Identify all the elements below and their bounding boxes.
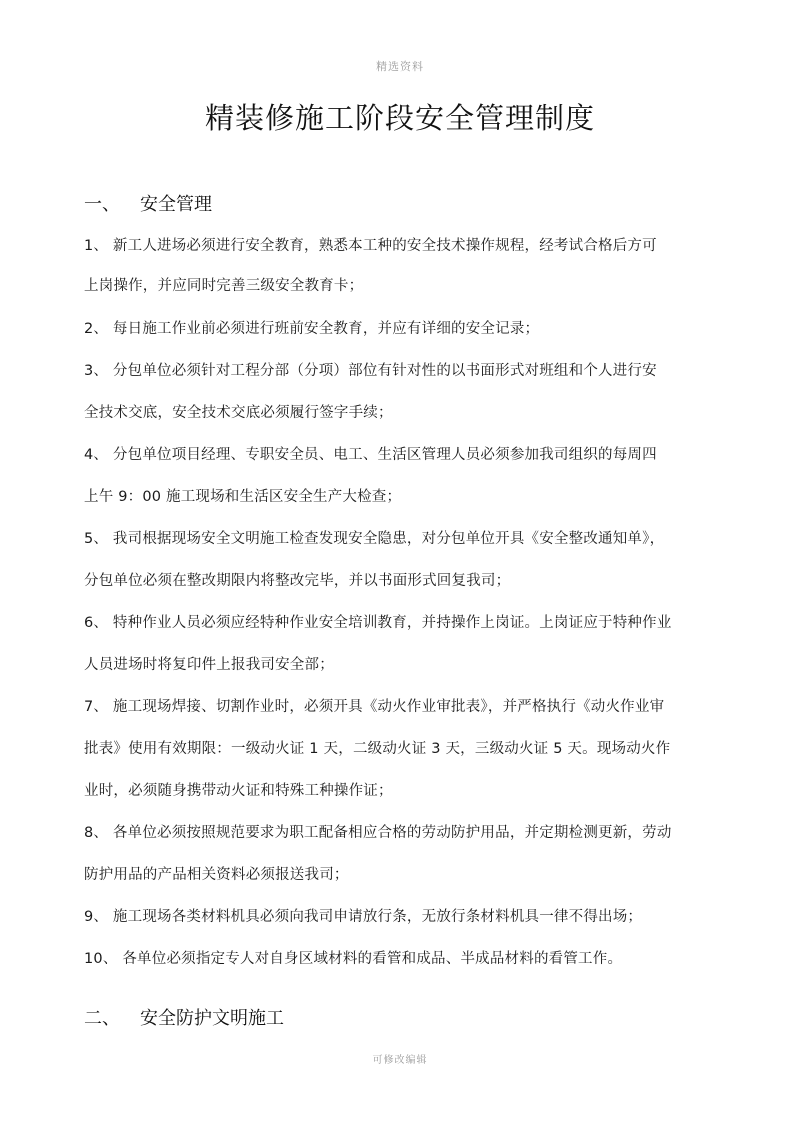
paragraph-line: 上岗操作，并应同时完善三级安全教育卡；	[84, 278, 364, 294]
paragraph-line: 批表》使用有效期限：一级动火证 1 天，二级动火证 3 天，三级动火证 5 天。现场动火作	[84, 741, 671, 757]
paragraph-line: 8、 各单位必须按照规范要求为职工配备相应合格的劳动防护用品，并定期检测更新，劳动	[84, 825, 672, 841]
paragraph-line: 人员进场时将复印件上报我司安全部；	[84, 657, 334, 673]
paragraph-line: 上午 9：00 施工现场和生活区安全生产大检查；	[84, 489, 402, 505]
document-title: 精装修施工阶段安全管理制度	[204, 101, 595, 135]
paragraph-line: 7、 施工现场焊接、切割作业时，必须开具《动火作业审批表》，并严格执行《动火作业审	[84, 699, 665, 715]
section-number: 二、	[84, 1008, 120, 1029]
paragraph-line: 分包单位必须在整改期限内将整改完毕，并以书面形式回复我司；	[84, 573, 511, 589]
section-title: 安全管理	[140, 194, 212, 215]
header-watermark: 精选资料	[376, 60, 424, 73]
section-heading-2	[84, 1004, 284, 1030]
paragraph-line: 6、 特种作业人员必须应经特种作业安全培训教育，并持操作上岗证。上岗证应于特种作业	[84, 615, 672, 631]
paragraph-line: 1、 新工人进场必须进行安全教育，熟悉本工种的安全技术操作规程，经考试合格后方可	[84, 238, 657, 254]
paragraph-line: 全技术交底，安全技术交底必须履行签字手续；	[84, 405, 393, 421]
paragraph-line: 4、 分包单位项目经理、专职安全员、电工、生活区管理人员必须参加我司组织的每周四	[84, 447, 657, 463]
section-heading-1	[84, 190, 212, 216]
section-number: 一、	[84, 194, 120, 215]
paragraph-line: 2、 每日施工作业前必须进行班前安全教育，并应有详细的安全记录；	[84, 321, 540, 337]
paragraph-line: 5、 我司根据现场安全文明施工检查发现安全隐患，对分包单位开具《安全整改通知单》，	[84, 531, 665, 547]
paragraph-line: 3、 分包单位必须针对工程分部（分项）部位有针对性的以书面形式对班组和个人进行安	[84, 363, 657, 379]
section-title: 安全防护文明施工	[140, 1008, 284, 1029]
paragraph-line: 业时，必须随身携带动火证和特殊工种操作证；	[84, 783, 393, 799]
footer-watermark: 可修改编辑	[372, 1055, 428, 1066]
paragraph-line: 9、 施工现场各类材料机具必须向我司申请放行条，无放行条材料机具一律不得出场；	[84, 909, 643, 925]
paragraph-line: 防护用品的产品相关资料必须报送我司；	[84, 867, 349, 883]
paragraph-line: 10、 各单位必须指定专人对自身区域材料的看管和成品、半成品材料的看管工作。	[84, 951, 623, 967]
